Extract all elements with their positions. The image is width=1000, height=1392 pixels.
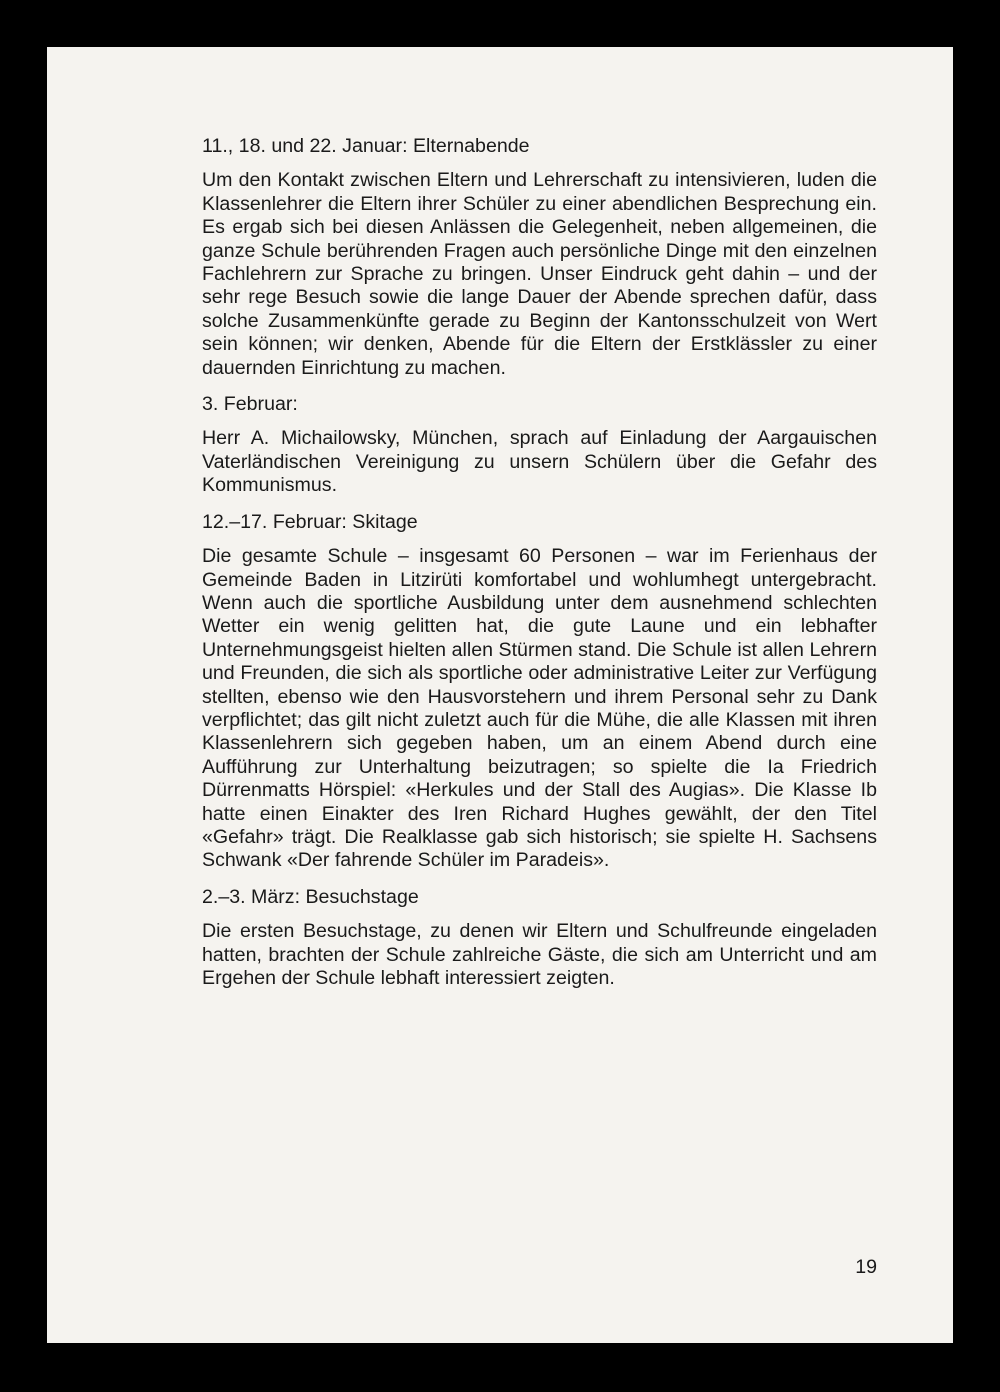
- section-heading: 2.–3. März: Besuchstage: [202, 885, 419, 908]
- section-body: Um den Kontakt zwischen Eltern und Lehrerschaft zu intensivieren, luden die Klassenlehrer die Eltern ihrer Schüler zu einer abendlichen Besprechung ein. Es ergab sich bei diesen Anlässen die Gelegenheit, neben allgemeinen, die ganze Schule berührenden Fragen auch persönliche Dinge mit den einzelnen Fachlehrern zur Sprache zu bringen. Unser Eindruck geht dahin – und der sehr rege Besuch sowie die lange Dauer der Abende sprechen dafür, dass solche Zusammenkünfte gerade zu Beginn der Kantonsschulzeit von Wert sein können; wir denken, Abende für die Eltern der Erstklässler zu einer dauernden Einrichtung zu machen.: [202, 169, 877, 379]
- section-elternabende: [202, 135, 877, 380]
- section-body: Die gesamte Schule – insgesamt 60 Personen – war im Ferienhaus der Gemeinde Baden in Litzirüti komfortabel und wohlumhegt untergebracht. Wenn auch die sportliche Ausbildung unter dem ausnehmend schlechten Wetter ein wenig gelitten hat, die gute Laune und ein lebhafter Unternehmungsgeist hielten allen Stürmen stand. Die Schule ist allen Lehrern und Freunden, die sich als sportliche oder administrative Leiter zur Verfügung stellten, ebenso wie den Hausvorstehern und ihrem Personal sehr zu Dank verpflichtet; das gilt nicht zuletzt auch für die Mühe, die alle Klassen mit ihren Klassenlehrern sich gegeben haben, um an einem Abend durch eine Aufführung zur Unterhaltung beizutragen; so spielte die Ia Friedrich Dürrenmatts Hörspiel: «Herkules und der Stall des Augias». Die Klasse Ib hatte einen Einakter des Iren Richard Hughes gewählt, der den Titel «Gefahr» trägt. Die Realklasse gab sich historisch; sie spielte H. Sachsens Schwank «Der fahrende Schüler im Paradeis».: [202, 545, 877, 872]
- section-vortrag: [202, 393, 877, 498]
- page-content: [202, 135, 877, 1003]
- section-heading: 12.–17. Februar: Skitage: [202, 510, 418, 533]
- section-heading: 3. Februar:: [202, 393, 298, 416]
- document-page: [47, 47, 953, 1343]
- section-body: Die ersten Besuchstage, zu denen wir Eltern und Schulfreunde eingeladen hatten, brachten der Schule zahlreiche Gäste, die sich am Unterricht und am Ergehen der Schule lebhaft interessiert zeigten.: [202, 920, 877, 989]
- section-heading: 11., 18. und 22. Januar: Elternabende: [202, 135, 530, 157]
- page-number: 19: [855, 1256, 877, 1278]
- section-besuchstage: [202, 886, 877, 991]
- section-skitage: [202, 511, 877, 873]
- section-body: Herr A. Michailowsky, München, sprach auf Einladung der Aargauischen Vaterländischen Vereinigung zu unsern Schülern über die Gefahr des Kommunismus.: [202, 427, 877, 497]
